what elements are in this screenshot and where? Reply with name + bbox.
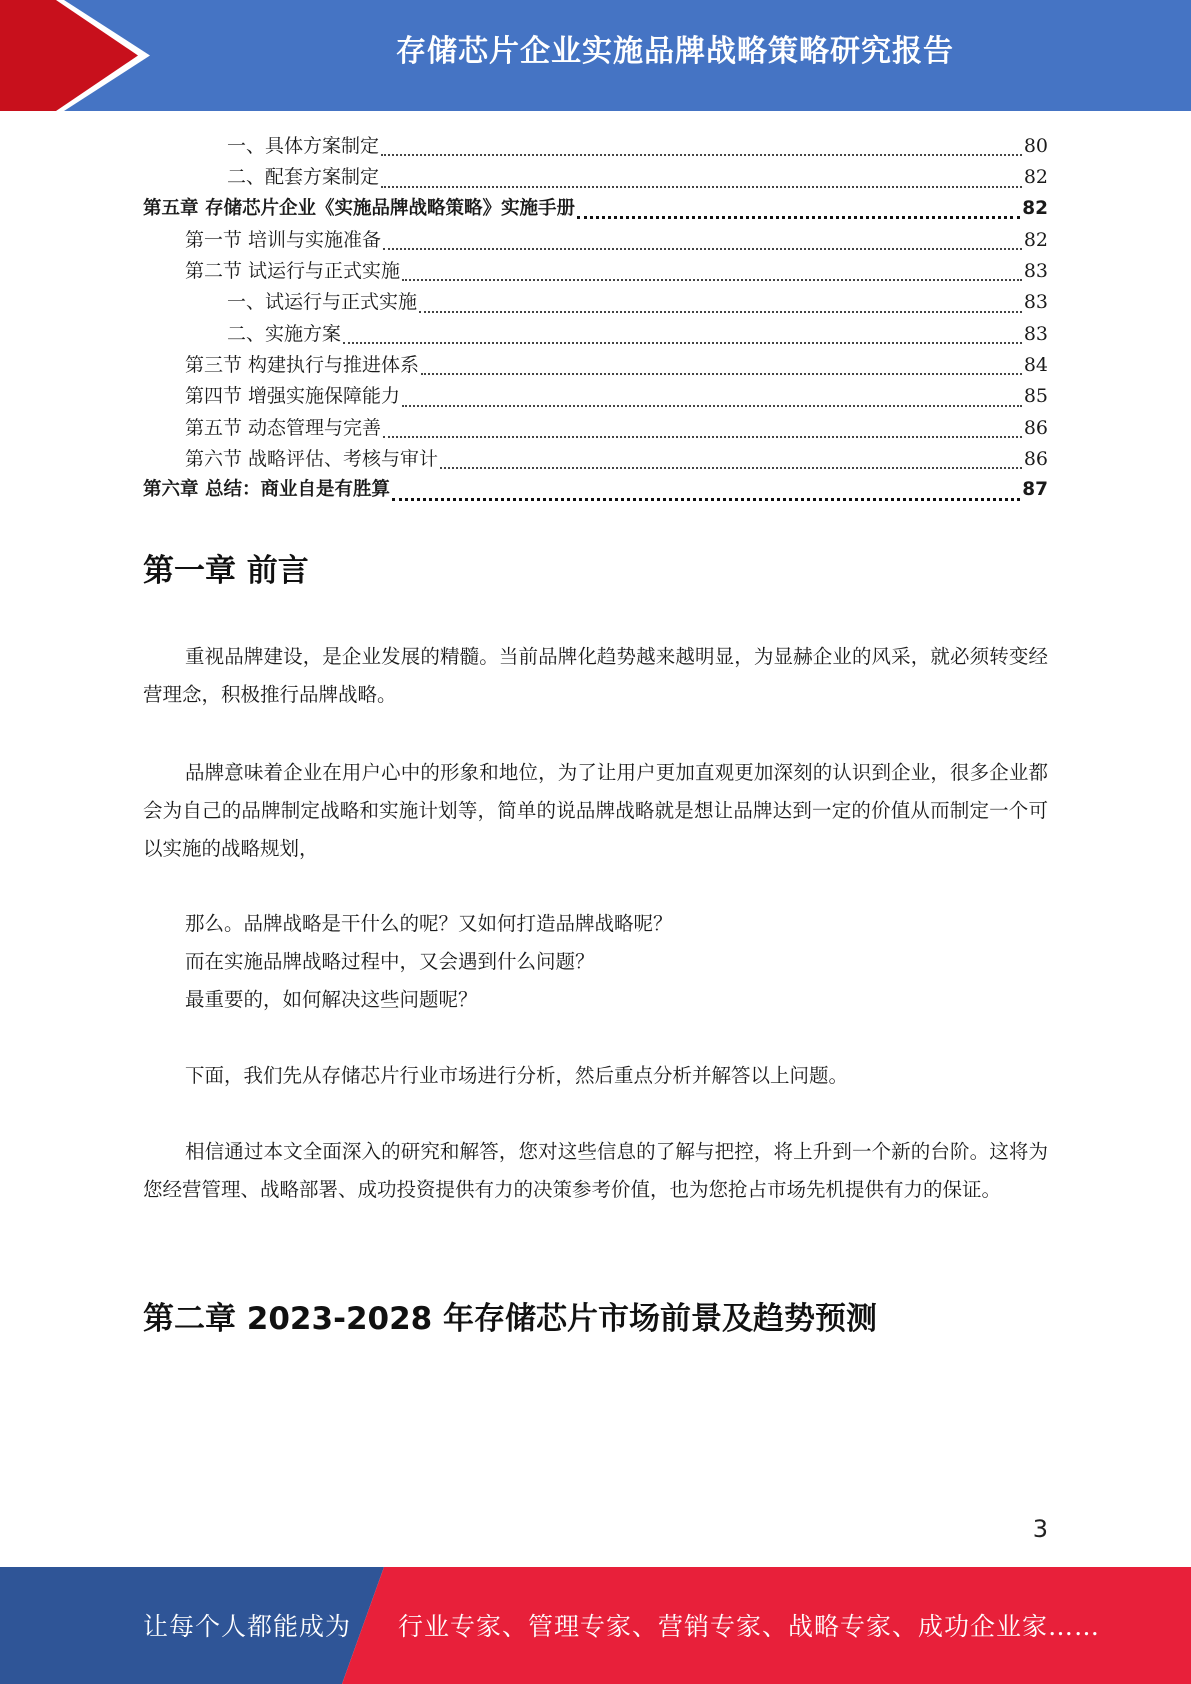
- toc-entry-title: 第二节 试运行与正式实施: [185, 260, 401, 283]
- toc-dot-leader: [577, 216, 1020, 219]
- toc-entry-title: 一、具体方案制定: [227, 135, 380, 157]
- footer-slogan-left: 让每个人都能成为: [143, 1612, 352, 1641]
- question-line: 最重要的，如何解决这些问题呢？: [185, 988, 478, 1011]
- toc-entry[interactable]: [143, 194, 1048, 225]
- toc-entry-title: 二、配套方案制定: [227, 166, 380, 189]
- toc-dot-leader: [343, 342, 1022, 344]
- toc-entry-page: 82: [1023, 228, 1048, 251]
- toc-dot-leader: [383, 248, 1022, 250]
- body-paragraph: 下面，我们先从存储芯片行业市场进行分析，然后重点分析并解答以上问题。: [185, 1064, 849, 1087]
- chapter-heading: 第二章 2023-2028 年存储芯片市场前景及趋势预测: [143, 1301, 878, 1337]
- question-line: 那么。品牌战略是干什么的呢？又如何打造品牌战略呢？: [185, 912, 673, 935]
- toc-entry[interactable]: [143, 225, 1048, 256]
- toc-dot-leader: [440, 467, 1022, 469]
- toc-entry-page: 86: [1023, 447, 1048, 470]
- toc-entry-title: 第五章 存储芯片企业《实施品牌战略策略》实施手册: [143, 197, 575, 219]
- toc-entry-title: 第六章 总结：商业自是有胜算: [143, 479, 390, 501]
- toc-entry[interactable]: [143, 162, 1048, 193]
- toc-dot-leader: [381, 154, 1022, 156]
- page-number: 3: [1032, 1515, 1048, 1543]
- toc-entry-page: 86: [1023, 416, 1048, 439]
- toc-entry-title: 二、实施方案: [227, 322, 342, 345]
- toc-entry-page: 84: [1023, 354, 1048, 377]
- toc-entry-page: 82: [1022, 197, 1048, 219]
- toc-dot-leader: [421, 373, 1022, 375]
- toc-entry-title: 一、试运行与正式实施: [227, 291, 418, 314]
- toc-entry-page: 80: [1023, 135, 1048, 157]
- toc-entry-title: 第六节 战略评估、考核与审计: [185, 447, 439, 470]
- toc-entry[interactable]: [143, 131, 1048, 162]
- toc-entry[interactable]: [143, 475, 1048, 506]
- chapter-heading: 第一章 前言: [143, 553, 309, 589]
- footer-slogan-right: 行业专家、管理专家、营销专家、战略专家、成功企业家……: [398, 1612, 1101, 1641]
- toc-entry[interactable]: [143, 319, 1048, 350]
- toc-entry-page: 82: [1023, 166, 1048, 189]
- toc-dot-leader: [381, 186, 1022, 188]
- toc-entry[interactable]: [143, 381, 1048, 412]
- report-title: 存储芯片企业实施品牌战略策略研究报告: [396, 34, 954, 69]
- table-of-contents: [143, 131, 1048, 507]
- toc-entry[interactable]: [143, 287, 1048, 318]
- toc-entry[interactable]: [143, 413, 1048, 444]
- toc-entry[interactable]: [143, 444, 1048, 475]
- toc-entry-page: 83: [1023, 291, 1048, 314]
- toc-dot-leader: [383, 436, 1022, 438]
- body-paragraph: 相信通过本文全面深入的研究和解答，您对这些信息的了解与把控，将上升到一个新的台阶。这将为您经营管理、战略部署、成功投资提供有力的决策参考价值，也为您抢占市场先机提供有力的保证。: [143, 1140, 1048, 1201]
- toc-entry-page: 87: [1022, 479, 1048, 501]
- toc-entry-title: 第三节 构建执行与推进体系: [185, 354, 420, 377]
- toc-dot-leader: [402, 279, 1022, 281]
- toc-entry-page: 83: [1023, 322, 1048, 345]
- toc-dot-leader: [402, 405, 1022, 407]
- toc-dot-leader: [419, 311, 1022, 313]
- question-line: 而在实施品牌战略过程中，又会遇到什么问题？: [185, 950, 595, 973]
- toc-entry-page: 83: [1023, 260, 1048, 283]
- question-list: [185, 905, 673, 1019]
- body-paragraph: 重视品牌建设，是企业发展的精髓。当前品牌化趋势越来越明显，为显赫企业的风采，就必须转变经营理念，积极推行品牌战略。: [143, 645, 1048, 706]
- toc-entry-title: 第五节 动态管理与完善: [185, 416, 382, 439]
- header-chevron-decoration: [0, 0, 150, 111]
- page-footer: [0, 1567, 1191, 1684]
- body-paragraph: 品牌意味着企业在用户心中的形象和地位，为了让用户更加直观更加深刻的认识到企业，很多企业都会为自己的品牌制定战略和实施计划等，简单的说品牌战略就是想让品牌达到一定的价值从而制定一个可以实施的战略规划，: [143, 761, 1048, 860]
- toc-dot-leader: [392, 498, 1020, 501]
- toc-entry[interactable]: [143, 256, 1048, 287]
- toc-entry-page: 85: [1023, 385, 1048, 408]
- toc-entry-title: 第四节 增强实施保障能力: [185, 385, 401, 408]
- toc-entry[interactable]: [143, 350, 1048, 381]
- toc-entry-title: 第一节 培训与实施准备: [185, 228, 382, 251]
- page-header: [0, 0, 1191, 111]
